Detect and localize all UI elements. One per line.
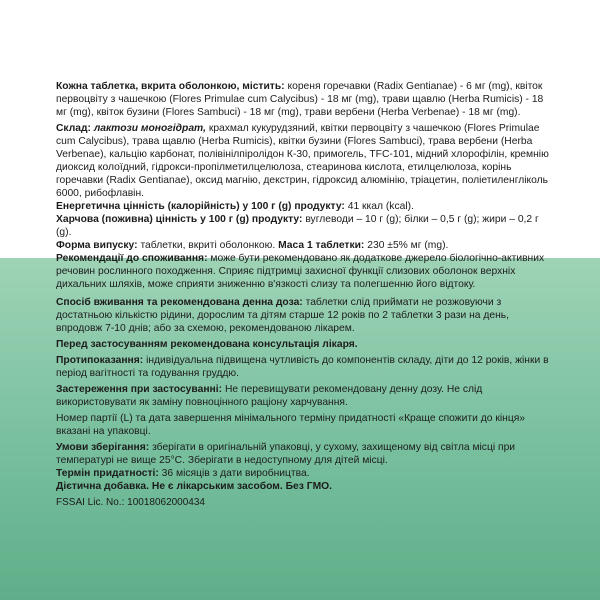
release-form bbox=[56, 239, 552, 252]
fssai-license: FSSAI Lic. No.: 10018062000434 bbox=[56, 497, 205, 508]
warnings-text: Не перевищувати рекомендовану денну дозу. Не слід використовувати як заміну повноцінного раціону харчування. bbox=[56, 384, 483, 408]
storage bbox=[56, 441, 552, 467]
form-value: таблетки, вкриті оболонкою. bbox=[140, 240, 276, 251]
nutrition-label: Харчова (поживна) цінність у 100 г (g) продукту: bbox=[56, 214, 303, 225]
dietary-note: Дієтична добавка. Не є лікарським засобом. Без ГМО. bbox=[56, 481, 333, 492]
form-label: Форма випуску: bbox=[56, 240, 138, 251]
shelf-life-label: Термін придатності: bbox=[56, 468, 159, 479]
recommendations-text: може бути рекомендовано як додаткове джерело біологічно-активних речовин рослинного походження. Сприяє підтримці захисної функції слизових оболонок верхніх дихальних шляхів, може сприяти зниженню в'язкості слизу та полегшенню його відтоку. bbox=[56, 253, 545, 290]
mass-value: 230 ±5% мг (mg). bbox=[367, 240, 449, 251]
ingredients-italic: лактози моногідрат, bbox=[93, 123, 206, 134]
energy-value bbox=[56, 200, 552, 213]
composition-text: кореня горечавки (Radix Gentianae) - 6 мг (mg), квіток первоцвіту з чашечкою (Flores Primulae cum Calycibus) - 18 мг (mg), трави щавлю (Herba Rumicis) - 18 мг (mg), квіток бузини (Flores Sambuci) - 18 мг (mg), трави вербени (Herba Verbenae) - 18 мг (mg). bbox=[56, 81, 544, 118]
usage-label: Спосіб вживання та рекомендована денна доза: bbox=[56, 297, 303, 308]
contraindications-label: Протипоказання: bbox=[56, 355, 144, 366]
warnings-label: Застереження при застосуванні: bbox=[56, 384, 223, 395]
contraindications-text: індивідуальна підвищена чутливість до компонентів складу, діти до 12 років, жінки в період вагітності та годування груддю. bbox=[56, 355, 549, 379]
recommendations-label: Рекомендації до споживання: bbox=[56, 253, 208, 264]
consult-note: Перед застосуванням рекомендована консультація лікаря. bbox=[56, 339, 358, 350]
energy-label: Енергетична цінність (калорійність) у 100 г (g) продукту: bbox=[56, 201, 345, 212]
nutrition-value bbox=[56, 213, 552, 239]
contraindications bbox=[56, 354, 552, 380]
shelf-life bbox=[56, 467, 552, 480]
ingredients bbox=[56, 122, 552, 200]
usage-text: таблетки слід приймати не розжовуючи з достатньою кількістю рідини, дорослим та дітям старше 12 років по 2 таблетки 3 рази на день, впродовж 7-10 днів; або за схемою, рекомендованою лікарем. bbox=[56, 297, 510, 334]
ingredients-text: крахмал кукурудзяний, квітки первоцвіту з чашечкою (Flores Primulae cum Calycibus), трава щавлю (Herba Rumicis), квітки бузини (Flores Sambuci), трава вербени (Herba Verbenae), кальцію карбонат, полівінілпіролідон К-30, примогель, TFC-101, мідний хлорофілін, кремнію диоксид колоїдний, гідрокси-пропілметилцелюлоза, стеаринова кислота, етилцелюлоза, корінь горечавки (Radix Gentianae), оксид магнію, декстрин, гідроксид алюмінію, тріацетин, поліетиленгліколь 6000, рибофлавін. bbox=[56, 123, 549, 199]
usage bbox=[56, 296, 552, 335]
warnings bbox=[56, 383, 552, 409]
composition-label: Кожна таблетка, вкрита оболонкою, містить: bbox=[56, 81, 285, 92]
energy-value-text: 41 ккал (kcal). bbox=[347, 201, 414, 212]
nutrition-value-text: вуглеводи – 10 г (g); білки – 0,5 г (g); жири – 0,2 г (g). bbox=[56, 214, 539, 238]
label-text-block bbox=[56, 80, 552, 509]
shelf-life-value: 36 місяців з дати виробництва. bbox=[161, 468, 310, 479]
composition-per-tablet bbox=[56, 80, 552, 119]
storage-label: Умови зберігання: bbox=[56, 442, 150, 453]
storage-text: зберігати в оригінальній упаковці, у сухому, захищеному від світла місці при температурі не вище 25°C. Зберігати в недоступному для дітей місці. bbox=[56, 442, 516, 466]
ingredients-label: Склад: bbox=[56, 123, 91, 134]
mass-label: Маса 1 таблетки: bbox=[278, 240, 365, 251]
batch-note: Номер партії (L) та дата завершення мінімального терміну придатності «Краще спожити до кінця» вказані на упаковці. bbox=[56, 413, 526, 437]
recommendations bbox=[56, 252, 552, 291]
